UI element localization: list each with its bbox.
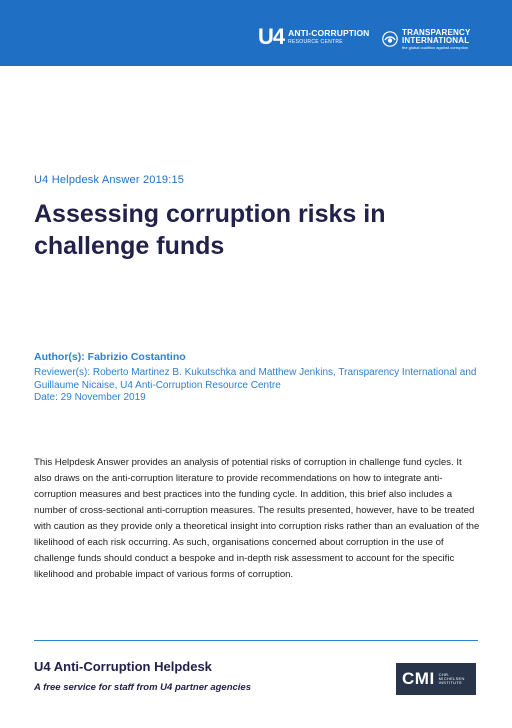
ti-logo-line1: TRANSPARENCY xyxy=(402,27,471,37)
abstract-paragraph: This Helpdesk Answer provides an analysis of potential risks of corruption in challenge fund cycles. It also draws on the anti-corruption literature to provide recommendations on how to integrate anti-corruption measures and best practices into the funding cycle. In addition, this brief also includes a number of cross-sectional anti-corruption measures. The results presented, however, have to be treated with caution as they provide only a theoretical insight into corruption risks rather than an evaluation of the likelihood of each risk occurring. As such, organisations concerned about corruption in the use of challenge funds should conduct a bespoke and in-depth risk assessment to account for the specific likelihood and probable impact of various forms of corruption. xyxy=(34,457,480,580)
page-title: Assessing corruption risks in challenge funds xyxy=(34,200,386,260)
footer-subtitle: A free service for staff from U4 partner agencies xyxy=(34,682,252,693)
u4-logo-line1: ANTI-CORRUPTION xyxy=(288,28,370,39)
cmi-logo-line3: INSTITUTE xyxy=(438,680,463,686)
u4-logo xyxy=(258,24,369,50)
u4-logo-line2: RESOURCE CENTRE xyxy=(288,38,343,45)
header-band xyxy=(0,0,512,66)
footer-title: U4 Anti-Corruption Helpdesk xyxy=(34,659,212,674)
author-line: Author(s): Fabrizio Costantino xyxy=(34,351,186,363)
cmi-logo xyxy=(396,663,476,695)
cmi-logo-line2: MICHELSEN xyxy=(438,675,465,681)
cmi-logo-line1: CHR. xyxy=(438,671,450,677)
cmi-logo-text xyxy=(439,673,465,686)
series-number: U4 Helpdesk Answer 2019:15 xyxy=(34,174,185,186)
date-line: Date: 29 November 2019 xyxy=(34,392,146,403)
u4-logo-text xyxy=(288,29,369,45)
ti-globe-icon xyxy=(382,31,398,47)
ti-logo-tagline: the global coalition against corruption xyxy=(402,44,469,50)
ti-logo-text xyxy=(402,29,470,50)
transparency-international-logo xyxy=(382,26,470,52)
reviewers-line: Reviewer(s): Roberto Martinez B. Kukutschka and Matthew Jenkins, Transparency International and Guillaume Nicaise, U4 Anti-Corruption Resource Centre xyxy=(34,367,477,391)
footer-divider xyxy=(34,640,478,641)
cmi-logo-mark: CMI xyxy=(402,669,435,688)
ti-logo-line2: INTERNATIONAL xyxy=(402,35,470,45)
u4-logo-mark: U4 xyxy=(258,24,285,49)
